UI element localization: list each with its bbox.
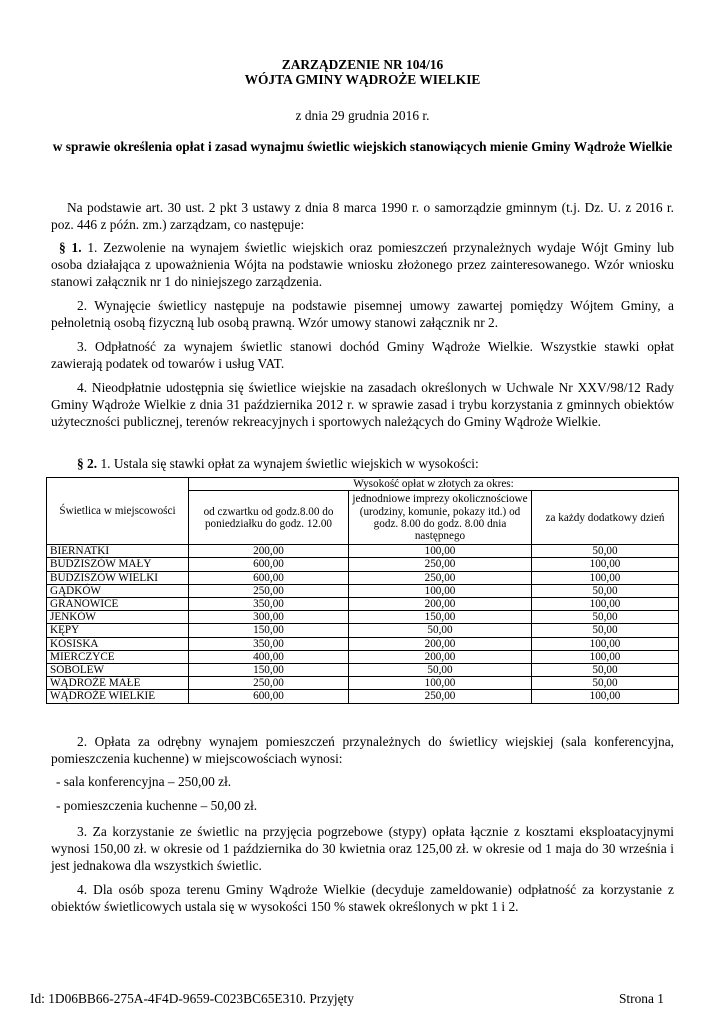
section-1-point-4-text: 4. Nieodpłatnie udostępnia się świetlice wiejskie na zasadach określonych w Uchwale Nr XXV/98/12 Rady Gminy Wądroże Wielkie z dnia 31 października 2012 r. w sprawie zasad i trybu korzystania z gminnych obiektów użyteczności publicznej, terenów rekreacyjnych i sportowych należących do Gminy Wądroże Wielkie. xyxy=(51,380,674,429)
cell-location: MIERCZYCE xyxy=(47,650,189,663)
header-location: Świetlica w miejscowości xyxy=(47,478,189,545)
cell-weekend-rate: 350,00 xyxy=(189,637,349,650)
footer-page-number: Strona 1 xyxy=(618,991,664,1006)
cell-one-day-rate: 250,00 xyxy=(349,571,532,584)
cell-weekend-rate: 350,00 xyxy=(189,598,349,611)
rates-table xyxy=(46,477,679,704)
header-weekend: od czwartku od godz.8.00 do poniedziałku do godz. 12.00 xyxy=(189,491,349,545)
cell-one-day-rate: 200,00 xyxy=(349,598,532,611)
cell-one-day-rate: 100,00 xyxy=(349,584,532,597)
header-one-day: jednodniowe imprezy okolicznościowe (urodziny, komunie, pokazy itd.) od godz. 8.00 do godz. 8.00 dnia następnego xyxy=(349,491,532,545)
cell-one-day-rate: 100,00 xyxy=(349,677,532,690)
cell-weekend-rate: 200,00 xyxy=(189,545,349,558)
cell-extra-day-rate: 50,00 xyxy=(532,611,679,624)
section-1-point-1-text: 1. Zezwolenie na wynajem świetlic wiejskich oraz pomieszczeń przynależnych wydaje Wójt Gminy lub osoba działająca z upoważnienia Wójta na podstawie wniosku złożonego przez zainteresowanego. Wzór wniosku stanowi załącznik nr 1 do niniejszego zarządzenia. xyxy=(51,240,674,289)
header-group: Wysokość opłat w złotych za okres: xyxy=(189,478,679,491)
cell-weekend-rate: 150,00 xyxy=(189,664,349,677)
section-2-point-3 xyxy=(51,823,674,874)
preamble xyxy=(51,199,674,233)
table-row xyxy=(47,584,679,597)
cell-location: SOBOLEW xyxy=(47,664,189,677)
section-1-point-3 xyxy=(51,338,674,372)
list-item-conference: - sala konferencyjna – 250,00 zł. xyxy=(56,774,232,789)
section-1-point-2 xyxy=(51,297,674,331)
cell-location: WĄDROŻE WIELKIE xyxy=(47,690,189,703)
cell-extra-day-rate: 100,00 xyxy=(532,571,679,584)
cell-weekend-rate: 250,00 xyxy=(189,584,349,597)
cell-weekend-rate: 250,00 xyxy=(189,677,349,690)
cell-weekend-rate: 300,00 xyxy=(189,611,349,624)
section-2-point-4 xyxy=(51,881,674,915)
document-date: z dnia 29 grudnia 2016 r. xyxy=(295,108,430,123)
section-2-label: § 2. xyxy=(77,456,98,471)
cell-one-day-rate: 200,00 xyxy=(349,637,532,650)
cell-extra-day-rate: 50,00 xyxy=(532,677,679,690)
table-row xyxy=(47,611,679,624)
table-row xyxy=(47,598,679,611)
cell-weekend-rate: 150,00 xyxy=(189,624,349,637)
section-1-point-3-text: 3. Odpłatność za wynajem świetlic stanowi dochód Gminy Wądroże Wielkie. Wszystkie stawki opłat zawierają podatek od towarów i usług VAT. xyxy=(51,339,674,371)
cell-one-day-rate: 150,00 xyxy=(349,611,532,624)
table-row xyxy=(47,650,679,663)
cell-extra-day-rate: 100,00 xyxy=(532,558,679,571)
title-line-2: WÓJTA GMINY WĄDROŻE WIELKIE xyxy=(244,72,481,87)
cell-location: GĄDKÓW xyxy=(47,584,189,597)
cell-location: WĄDROŻE MAŁE xyxy=(47,677,189,690)
cell-extra-day-rate: 50,00 xyxy=(532,624,679,637)
table-row xyxy=(47,677,679,690)
section-2-point-4-text: 4. Dla osób spoza terenu Gminy Wądroże Wielkie (decyduje zameldowanie) odpłatność za korzystanie z obiektów świetlicowych ustala się w wysokości 150 % stawek określonych w pkt 1 i 2. xyxy=(51,882,674,914)
cell-weekend-rate: 400,00 xyxy=(189,650,349,663)
cell-weekend-rate: 600,00 xyxy=(189,558,349,571)
cell-weekend-rate: 600,00 xyxy=(189,690,349,703)
cell-location: KOSISKA xyxy=(47,637,189,650)
cell-extra-day-rate: 100,00 xyxy=(532,690,679,703)
table-row xyxy=(47,545,679,558)
section-2-point-2 xyxy=(51,733,674,767)
cell-one-day-rate: 200,00 xyxy=(349,650,532,663)
cell-weekend-rate: 600,00 xyxy=(189,571,349,584)
cell-extra-day-rate: 50,00 xyxy=(532,584,679,597)
footer-document-id: Id: 1D06BB66-275A-4F4D-9659-C023BC65E310. Przyjęty xyxy=(30,991,354,1006)
cell-location: GRANOWICE xyxy=(47,598,189,611)
cell-one-day-rate: 250,00 xyxy=(349,558,532,571)
cell-extra-day-rate: 100,00 xyxy=(532,637,679,650)
cell-location: BUDZISZÓW MAŁY xyxy=(47,558,189,571)
table-row xyxy=(47,690,679,703)
cell-extra-day-rate: 50,00 xyxy=(532,545,679,558)
document-title xyxy=(51,57,674,87)
cell-extra-day-rate: 100,00 xyxy=(532,598,679,611)
header-extra-day: za każdy dodatkowy dzień xyxy=(532,491,679,545)
cell-one-day-rate: 50,00 xyxy=(349,664,532,677)
document-subject: w sprawie określenia opłat i zasad wynajmu świetlic wiejskich stanowiących mienie Gminy Wądroże Wielkie xyxy=(52,139,673,154)
section-1-point-4 xyxy=(51,379,674,430)
section-2-point-1-text: 1. Ustala się stawki opłat za wynajem świetlic wiejskich w wysokości: xyxy=(100,456,479,471)
table-row xyxy=(47,571,679,584)
cell-one-day-rate: 50,00 xyxy=(349,624,532,637)
section-1-point-1 xyxy=(51,239,674,290)
table-row xyxy=(47,637,679,650)
section-1-label: § 1. xyxy=(59,240,82,255)
table-row xyxy=(47,624,679,637)
cell-location: BUDZISZÓW WIELKI xyxy=(47,571,189,584)
cell-location: BIERNATKI xyxy=(47,545,189,558)
cell-extra-day-rate: 50,00 xyxy=(532,664,679,677)
cell-location: KĘPY xyxy=(47,624,189,637)
section-2-point-1 xyxy=(51,455,674,472)
table-row xyxy=(47,664,679,677)
cell-one-day-rate: 100,00 xyxy=(349,545,532,558)
cell-location: JENKÓW xyxy=(47,611,189,624)
section-2-point-3-text: 3. Za korzystanie ze świetlic na przyjęcia pogrzebowe (stypy) opłata łącznie z kosztami eksploatacyjnymi wynosi 150,00 zł. w okresie od 1 października do 30 kwietnia oraz 125,00 zł. w okresie od 1 maja do 30 września i jest jednakowa dla wszystkich świetlic. xyxy=(51,824,674,873)
cell-extra-day-rate: 100,00 xyxy=(532,650,679,663)
section-1-point-2-text: 2. Wynajęcie świetlicy następuje na podstawie pisemnej umowy zawartej pomiędzy Wójtem Gminy, a pełnoletnią osobą fizyczną lub osobą prawną. Wzór umowy stanowi załącznik nr 2. xyxy=(51,298,674,330)
rates-table-body xyxy=(47,545,679,703)
section-2-point-2-text: 2. Opłata za odrębny wynajem pomieszczeń przynależnych do świetlicy wiejskiej (sala konferencyjna, pomieszczenia kuchenne) w miejscowościach wynosi: xyxy=(51,734,674,766)
list-item-kitchen: - pomieszczenia kuchenne – 50,00 zł. xyxy=(56,798,258,813)
cell-one-day-rate: 250,00 xyxy=(349,690,532,703)
title-line-1: ZARZĄDZENIE NR 104/16 xyxy=(281,57,444,72)
preamble-text: Na podstawie art. 30 ust. 2 pkt 3 ustawy z dnia 8 marca 1990 r. o samorządzie gminnym (t.j. Dz. U. z 2016 r. poz. 446 z późn. zm.) zarządzam, co następuje: xyxy=(51,200,674,232)
table-row xyxy=(47,558,679,571)
